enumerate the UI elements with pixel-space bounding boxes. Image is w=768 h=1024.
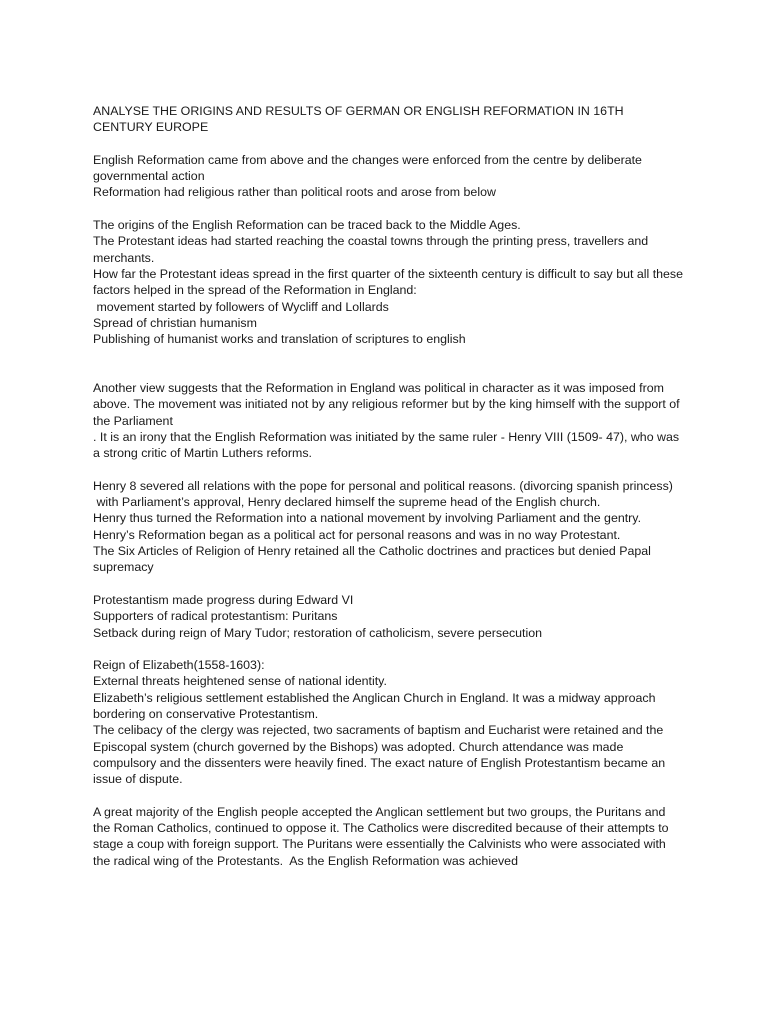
title-text: ANALYSE THE ORIGINS AND RESULTS OF GERMAN OR ENGLISH REFORMATION IN 16TH CENTURY EUROPE (93, 104, 628, 135)
text-line: The celibacy of the clergy was rejected, two sacraments of baptism and Eucharist were retained and the Episcopal system (church governed by the Bishops) was adopted. Church attendance was made compulsory and the dissenters were heavily fined. The exact nature of English Protestantism became an issue of dispute. (93, 723, 669, 787)
paragraph-6 (93, 657, 685, 787)
document-title (93, 103, 685, 136)
paragraph-2 (93, 217, 685, 347)
text-line: with Parliament’s approval, Henry declared himself the supreme head of the English church. (93, 495, 601, 510)
text-line: . It is an irony that the English Reformation was initiated by the same ruler - Henry VIII (1509- 47), who was a strong critic of Martin Luthers reforms. (93, 429, 683, 461)
paragraph-1 (93, 152, 685, 201)
paragraph-gap (93, 462, 685, 478)
text-line: Elizabeth’s religious settlement established the Anglican Church in England. It was a midway approach bordering on conservative Protestantism. (93, 690, 659, 721)
text-line: Henry’s Reformation began as a political act for personal reasons and was in no way Protestant. (93, 527, 621, 542)
text-line: Protestantism made progress during Edward VI (93, 592, 354, 607)
text-line: movement started by followers of Wycliff and Lollards (93, 299, 389, 314)
paragraph-7 (93, 804, 685, 869)
text-line: Publishing of humanist works and translation of scriptures to english (93, 332, 466, 347)
paragraph-gap (93, 641, 685, 657)
paragraph-gap (93, 347, 685, 380)
text-line: Henry thus turned the Reformation into a national movement by involving Parliament and the gentry. (93, 511, 642, 526)
text-line: Supporters of radical protestantism: Puritans (93, 609, 338, 624)
paragraph-5 (93, 592, 685, 641)
paragraph-gap (93, 576, 685, 592)
text-line: The origins of the English Reformation can be traced back to the Middle Ages. (93, 218, 521, 233)
text-line: How far the Protestant ideas spread in the first quarter of the sixteenth century is difficult to say but all these factors helped in the spread of the Reformation in England: (93, 266, 687, 298)
text-line: The Protestant ideas had started reaching the coastal towns through the printing press, travellers and merchants. (93, 234, 652, 265)
paragraph-3 (93, 380, 685, 461)
text-line: Spread of christian humanism (93, 315, 257, 330)
text-line: Setback during reign of Mary Tudor; restoration of catholicism, severe persecution (93, 625, 543, 640)
text-line: Henry 8 severed all relations with the pope for personal and political reasons. (divorcing spanish princess) (93, 478, 673, 493)
paragraph-4 (93, 478, 685, 576)
document-page (93, 103, 685, 869)
paragraph-gap (93, 201, 685, 217)
text-line: Another view suggests that the Reformation in England was political in character as it was imposed from above. The movement was initiated not by any religious reformer but by the king himself with the support of the Parliament (93, 381, 684, 428)
text-line: English Reformation came from above and the changes were enforced from the centre by deliberate governmental action (93, 152, 646, 184)
paragraph-gap (93, 136, 685, 152)
text-line: A great majority of the English people accepted the Anglican settlement but two groups, the Puritans and the Roman Catholics, continued to oppose it. The Catholics were discredited because of their attempts to stage a coup with foreign support. The Puritans were essentially the Calvinists who were associated with the radical wing of the Protestants. As the English Reformation was achieved (93, 804, 673, 868)
text-line: Reign of Elizabeth(1558-1603): (93, 658, 265, 673)
paragraph-gap (93, 787, 685, 803)
text-line: The Six Articles of Religion of Henry retained all the Catholic doctrines and practices but denied Papal supremacy (93, 544, 655, 575)
text-line: Reformation had religious rather than political roots and arose from below (93, 185, 496, 200)
text-line: External threats heightened sense of national identity. (93, 674, 387, 689)
